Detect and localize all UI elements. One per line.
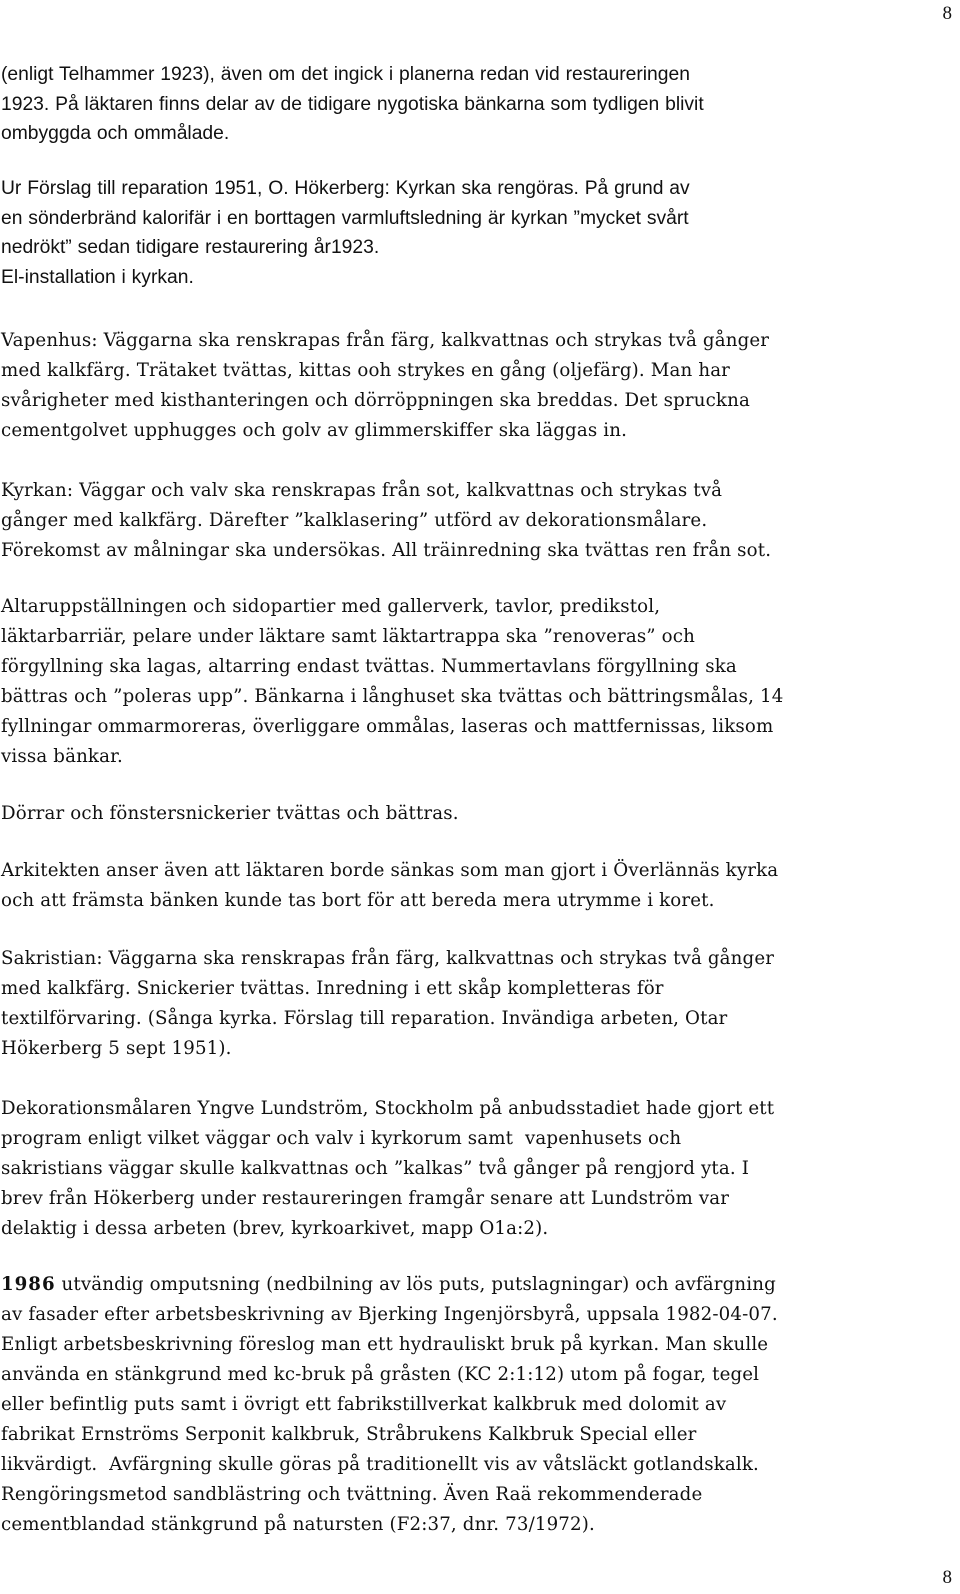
text-line: Förekomst av målningar ska undersökas. All träinredning ska tvättas ren från sot. xyxy=(1,540,772,561)
text-line: fyllningar ommarmoreras, överliggare ommålas, laseras och mattfernissas, liksom xyxy=(1,716,774,737)
paragraph-10 xyxy=(1,1270,778,1540)
text-line: använda en stänkgrund med kc-bruk på gråsten (KC 2:1:12) utom på fogar, tegel xyxy=(1,1364,760,1385)
text-line: Altaruppställningen och sidopartier med gallerverk, tavlor, predikstol, xyxy=(1,596,661,617)
text-line: Dörrar och fönstersnickerier tvättas och bättras. xyxy=(1,803,459,824)
text-line xyxy=(1,1270,778,1300)
text-line: program enligt vilket väggar och valv i kyrkorum samt vapenhusets och xyxy=(1,1128,682,1149)
paragraph-3 xyxy=(1,326,769,446)
text-line: med kalkfärg. Snickerier tvättas. Inredning i ett skåp kompletteras för xyxy=(1,978,664,999)
text-line: och att främsta bänken kunde tas bort för att bereda mera utrymme i koret. xyxy=(1,890,715,911)
text-line: ombyggda och ommålade. xyxy=(1,123,230,144)
text-line: textilförvaring. (Sånga kyrka. Förslag till reparation. Invändiga arbeten, Otar xyxy=(1,1008,728,1029)
text-line: vissa bänkar. xyxy=(1,746,123,767)
text-line: av fasader efter arbetsbeskrivning av Bjerking Ingenjörsbyrå, uppsala 1982-04-07. xyxy=(1,1304,778,1325)
year-heading: 1986 xyxy=(1,1274,56,1295)
text-line: nedrökt” sedan tidigare restaurering år1923. xyxy=(1,237,380,258)
text-line: svårigheter med kisthanteringen och dörröppningen ska breddas. Det spruckna xyxy=(1,390,750,411)
text-line: El-installation i kyrkan. xyxy=(1,266,194,288)
text-line: Arkitekten anser även att läktaren borde sänkas som man gjort i Överlännäs kyrka xyxy=(1,860,779,881)
page-number: 8 xyxy=(942,3,952,24)
text-line: 1923. På läktaren finns delar av de tidigare nygotiska bänkarna som tydligen blivit xyxy=(1,93,704,115)
text-line: delaktig i dessa arbeten (brev, kyrkoarkivet, mapp O1a:2). xyxy=(1,1218,549,1239)
text-line: cementgolvet upphugges och golv av glimmerskiffer ska läggas in. xyxy=(1,420,627,441)
paragraph-5 xyxy=(1,592,783,772)
page-number-bottom: 8 xyxy=(942,1567,952,1588)
text-line: likvärdigt. Avfärgning skulle göras på traditionellt vis av våtsläckt gotlandskalk. xyxy=(1,1454,759,1475)
text-line: gånger med kalkfärg. Därefter ”kalklasering” utförd av dekorationsmålare. xyxy=(1,510,708,531)
text-line: Hökerberg 5 sept 1951). xyxy=(1,1038,232,1059)
paragraph-9 xyxy=(1,1094,774,1244)
text-line: med kalkfärg. Trätaket tvättas, kittas ooh strykes en gång (oljefärg). Man har xyxy=(1,360,731,381)
text-line: Kyrkan: Väggar och valv ska renskrapas från sot, kalkvattnas och strykas två xyxy=(1,480,723,501)
text-line: Ur Förslag till reparation 1951, O. Hökerberg: Kyrkan ska rengöras. På grund av xyxy=(1,178,690,199)
text-line: en sönderbränd kalorifär i en borttagen varmluftsledning är kyrkan ”mycket svårt xyxy=(1,207,689,229)
text-line: brev från Hökerberg under restaureringen framgår senare att Lundström var xyxy=(1,1188,730,1209)
text-line: sakristians väggar skulle kalkvattnas och ”kalkas” två gånger på rengjord yta. I xyxy=(1,1158,750,1179)
text-line: Dekorationsmålaren Yngve Lundström, Stockholm på anbudsstadiet hade gjort ett xyxy=(1,1098,775,1119)
paragraph-6 xyxy=(1,799,459,829)
text-line: eller befintlig puts samt i övrigt ett fabrikstillverkat kalkbruk med dolomit av xyxy=(1,1394,727,1415)
text-line: Vapenhus: Väggarna ska renskrapas från färg, kalkvattnas och strykas två gånger xyxy=(1,330,770,351)
text-line: Enligt arbetsbeskrivning föreslog man ett hydrauliskt bruk på kyrkan. Man skulle xyxy=(1,1334,769,1355)
paragraph-1 xyxy=(1,60,704,149)
text-line: Rengöringsmetod sandblästring och tvättning. Även Raä rekommenderade xyxy=(1,1484,703,1505)
text-line-rest: utvändig omputsning (nedbilning av lös puts, putslagningar) och avfärgning xyxy=(55,1274,776,1295)
text-line: cementblandad stänkgrund på natursten (F2:37, dnr. 73/1972). xyxy=(1,1514,595,1535)
paragraph-7 xyxy=(1,856,778,916)
paragraph-4 xyxy=(1,476,771,566)
paragraph-2 xyxy=(1,174,690,292)
text-line: (enligt Telhammer 1923), även om det ingick i planerna redan vid restaureringen xyxy=(1,64,690,85)
text-line: förgyllning ska lagas, altarring endast tvättas. Nummertavlans förgyllning ska xyxy=(1,656,737,677)
text-line: fabrikat Ernströms Serponit kalkbruk, Stråbrukens Kalkbruk Special eller xyxy=(1,1424,697,1445)
text-line: läktarbarriär, pelare under läktare samt läktartrappa ska ”renoveras” och xyxy=(1,626,695,647)
text-line: Sakristian: Väggarna ska renskrapas från färg, kalkvattnas och strykas två gånger xyxy=(1,948,775,969)
paragraph-8 xyxy=(1,944,774,1064)
text-line: bättras och ”poleras upp”. Bänkarna i långhuset ska tvättas och bättringsmålas, 14 xyxy=(1,686,784,707)
